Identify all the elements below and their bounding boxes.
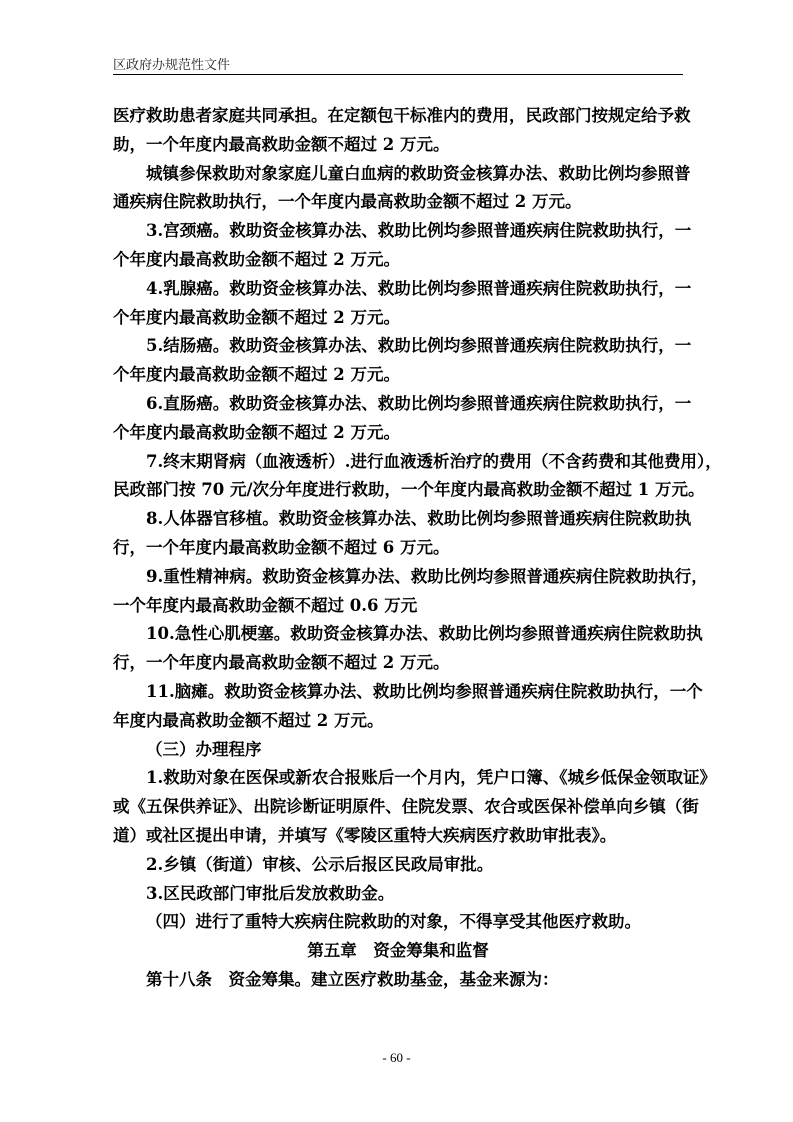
body-line: 3.宫颈癌。救助资金核算办法、救助比例均参照普通疾病住院救助执行，一 [146,221,692,241]
body-line: 或《五保供养证》、出院诊断证明原件、住院发票、农合或医保补偿单向乡镇（街 [113,797,699,817]
chapter-title: 第五章 资金筹集和监督 [307,941,489,961]
body-line: 2.乡镇（街道）审核、公示后报区民政局审批。 [146,854,494,874]
body-line: 8.人体器官移植。救助资金核算办法、救助比例均参照普通疾病住院救助执 [146,509,692,529]
body-line: 城镇参保救助对象家庭儿童白血病的救助资金核算办法、救助比例均参照普 [146,163,691,183]
body-line: 民政部门按 70 元/次分年度进行救助，一个年度内最高救助金额不超过 1 万元。 [113,480,705,500]
body-line: 一个年度内最高救助金额不超过 0.6 万元 [113,595,418,615]
body-line: 9.重性精神病。救助资金核算办法、救助比例均参照普通疾病住院救助执行， [146,566,708,586]
body-line: 个年度内最高救助金额不超过 2 万元。 [113,422,400,442]
page-header [113,50,683,75]
body-line: 道）或社区提出申请，并填写《零陵区重特大疾病医疗救助审批表》。 [113,826,617,845]
section-heading: （三）办理程序 [146,739,262,759]
body-line: 个年度内最高救助金额不超过 2 万元。 [113,365,400,385]
body-line: 4.乳腺癌。救助资金核算办法、救助比例均参照普通疾病住院救助执行，一 [146,278,692,298]
body-line: 10.急性心肌梗塞。救助资金核算办法、救助比例均参照普通疾病住院救助执 [146,624,703,644]
body-line: 1.救助对象在医保或新农合报账后一个月内，凭户口簿、《城乡低保金领取证》 [146,768,716,788]
body-line: 5.结肠癌。救助资金核算办法、救助比例均参照普通疾病住院救助执行，一 [146,336,692,356]
body-line: （四）进行了重特大疾病住院救助的对象，不得享受其他医疗救助。 [146,912,641,932]
article-line: 第十八条 资金筹集。建立医疗救助基金，基金来源为： [146,970,559,989]
body-line: 个年度内最高救助金额不超过 2 万元。 [113,250,400,269]
body-line: 年度内最高救助金额不超过 2 万元。 [113,710,384,730]
body-line: 6.直肠癌。救助资金核算办法、救助比例均参照普通疾病住院救助执行，一 [146,394,692,413]
header-title: 区政府办规范性文件 [113,58,231,73]
body-line: 3.区民政部门审批后发放救助金。 [146,883,395,903]
body-line: 通疾病住院救助执行，一个年度内最高救助金额不超过 2 万元。 [113,192,582,212]
body-line: 个年度内最高救助金额不超过 2 万元。 [113,307,400,327]
page-number: - 60 - [382,1050,411,1065]
body-line: 医疗救助患者家庭共同承担。在定额包干标准内的费用，民政部门按规定给予救 [113,106,691,125]
body-line: 11.脑瘫。救助资金核算办法、救助比例均参照普通疾病住院救助执行，一个 [146,682,703,701]
body-line: 行，一个年度内最高救助金额不超过 6 万元。 [113,538,450,557]
body-line: 助，一个年度内最高救助金额不超过 2 万元。 [113,134,450,154]
body-line: 7.终末期肾病（血液透析）.进行血液透析治疗的费用（不含药费和其他费用）， [146,451,722,471]
body-line: 行，一个年度内最高救助金额不超过 2 万元。 [113,653,450,673]
